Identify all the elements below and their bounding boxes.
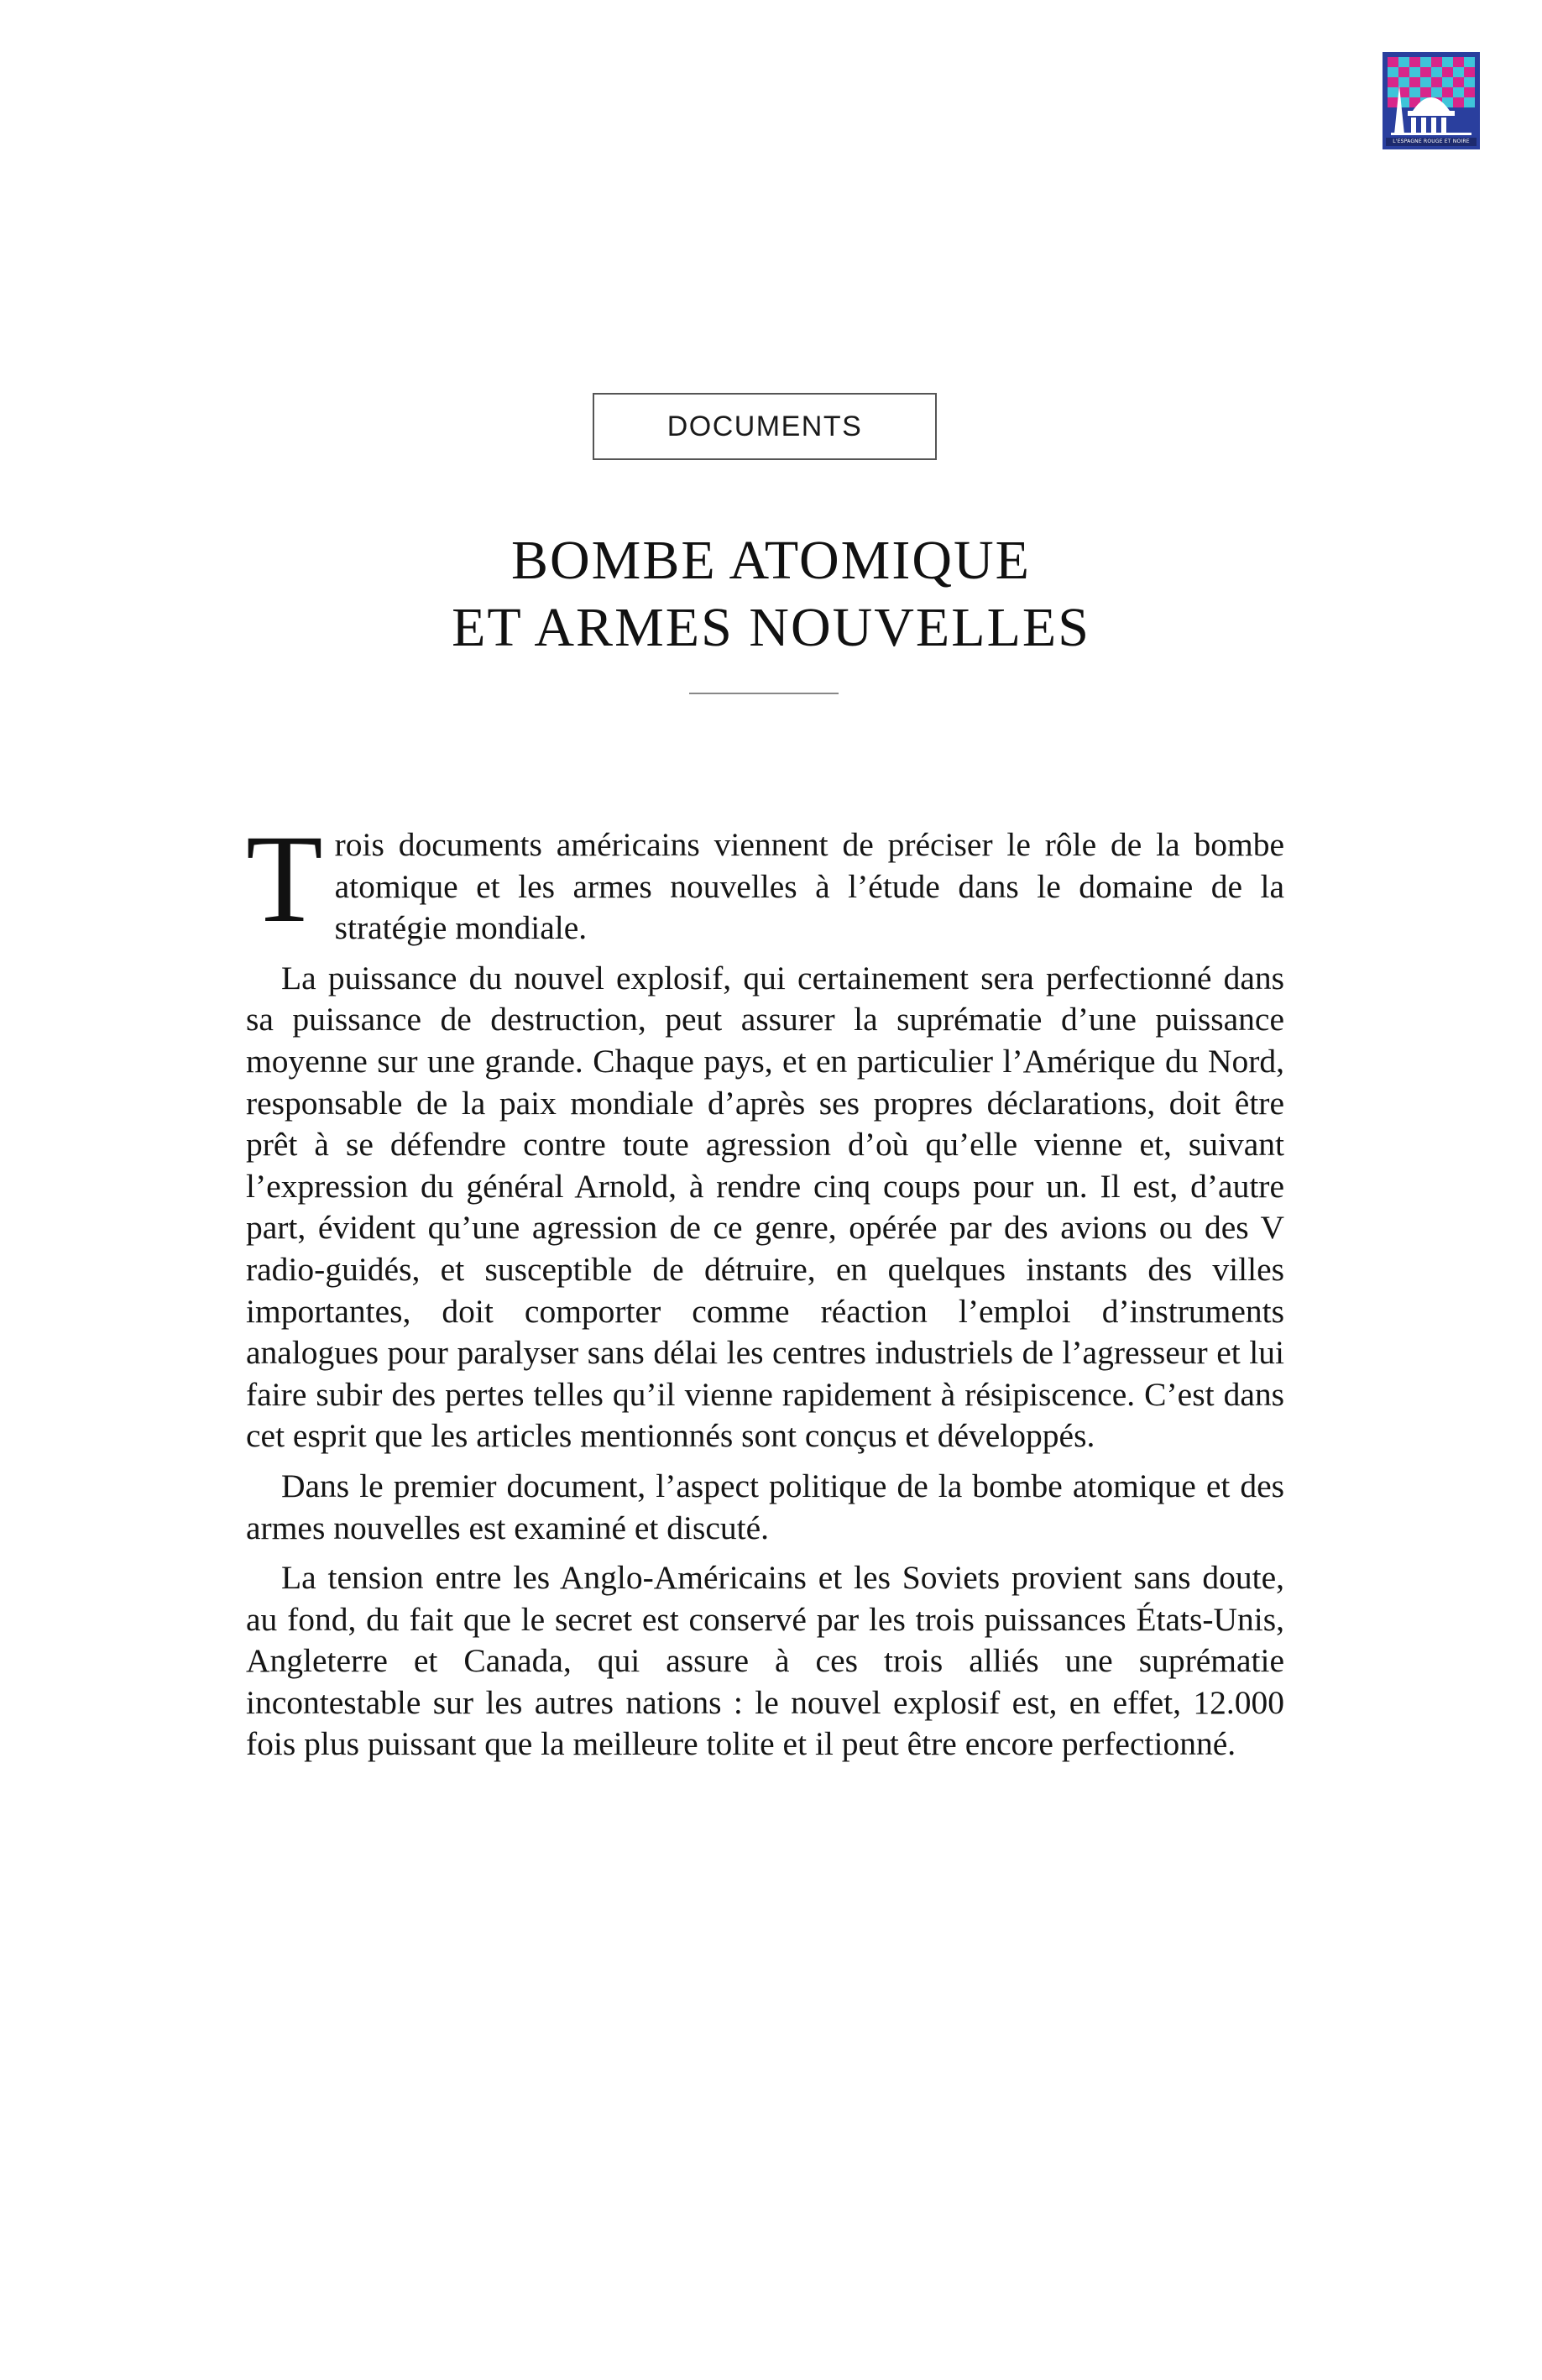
publisher-logo [1383,52,1480,149]
paragraph-1 [246,809,1284,949]
title-divider [689,693,839,694]
paragraph-2: La puissance du nouvel explosif, qui certainement sera perfectionné dans sa puissance de destruction, peut assurer la suprématie d’une puissance moyenne sur une grande. Chaque pays, et en particulier l’Amérique du Nord, responsable de la paix mondiale d’après ses propres déclarations, doit être prêt à se défendre contre toute agression d’où qu’elle vienne et, suivant l’expression du général Arnold, à rendre cinq coups pour un. Il est, d’autre part, évident qu’une agression de ce genre, opérée par des avions ou des V radio-guidés, et susceptible de détruire, en quelques instants des villes importantes, doit comporter comme réaction l’emploi d’instruments analogues pour paralyser sans délai les centres industriels de l’agresseur et lui faire subir des pertes telles qu’il vienne rapidement à résipiscence. C’est dans cet esprit que les articles mentionnés sont conçus et développés. [246,959,1284,1455]
paragraph-3: Dans le premier document, l’aspect politique de la bombe atomique et des armes nouvelles est examiné et discuté. [246,1467,1284,1546]
drop-cap: T [246,809,323,949]
building-dome-icon [1383,52,1480,149]
paragraph-4: La tension entre les Anglo-Américains et les Soviets provient sans doute, au fond, du fait que le secret est conservé par les trois puissances États-Unis, Angleterre et Canada, qui assure à ces trois alliés une suprématie incontestable sur les autres nations : le nouvel explosif est, en effet, 12.000 fois plus puissant que la meilleure tolite et il peut être encore perfectionné. [246,1559,1284,1763]
logo-caption: L'ESPAGNE ROUGE ET NOIRE [1386,138,1477,146]
section-label: DOCUMENTS [593,393,937,460]
article-title [252,527,1290,662]
article-body [246,809,1284,1774]
paragraph-1-text: rois documents américains viennent de préciser le rôle de la bombe atomique et les armes nouvelles à l’étude dans le domaine de la stratégie mondiale. [334,826,1284,947]
title-line-2: ET ARMES NOUVELLES [452,597,1090,658]
title-line-1: BOMBE ATOMIQUE [510,530,1031,591]
